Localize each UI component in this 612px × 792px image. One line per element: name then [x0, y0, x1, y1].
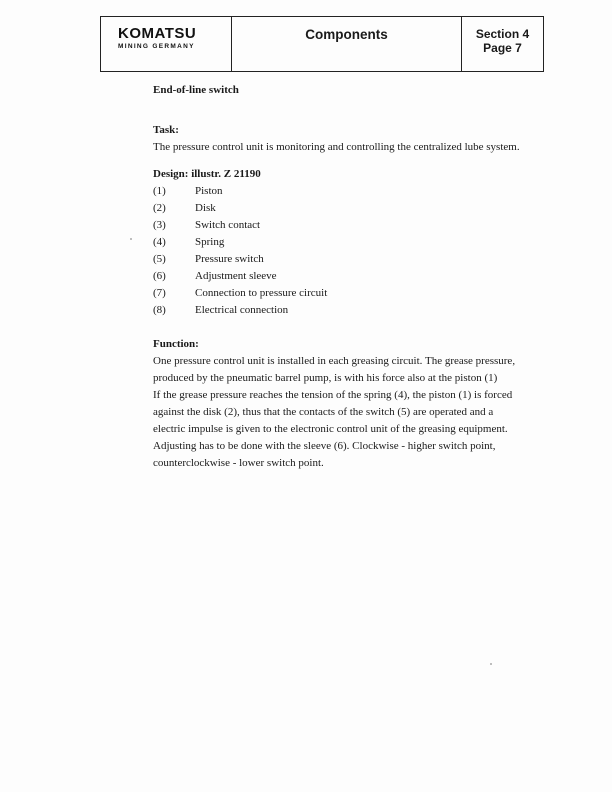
list-item: [153, 200, 523, 217]
brand-subtitle: MINING GERMANY: [118, 43, 195, 50]
logo: [101, 17, 232, 71]
page-title: End-of-line switch: [153, 84, 239, 96]
function-paragraph: Adjusting has to be done with the sleeve (6). Clockwise - higher switch point, counterclockwise - lower switch point.: [153, 440, 496, 469]
item-label: Switch contact: [195, 219, 261, 231]
header-title: Components: [232, 17, 462, 71]
item-number: (8): [153, 304, 166, 316]
item-label: Pressure switch: [195, 253, 264, 265]
design-heading: Design: illustr. Z 21190: [153, 168, 261, 180]
list-item: [153, 217, 523, 234]
item-number: (1): [153, 185, 166, 197]
item-number: (4): [153, 236, 166, 248]
parts-list: [153, 183, 523, 319]
scan-speck: [490, 663, 492, 665]
item-label: Electrical connection: [195, 304, 289, 316]
item-label: Adjustment sleeve: [195, 270, 277, 282]
brand-name: KOMATSU: [118, 25, 197, 42]
item-label: Piston: [195, 185, 223, 197]
item-number: (3): [153, 219, 166, 231]
function-paragraph: One pressure control unit is installed in each greasing circuit. The grease pressure, produced by the pneumatic barrel pump, is with his force also at the piston (1): [153, 355, 516, 384]
item-label: Spring: [195, 236, 225, 248]
list-item: [153, 251, 523, 268]
function-paragraph: If the grease pressure reaches the tension of the spring (4), the piston (1) is forced against the disk (2), thus that the contacts of the switch (5) are operated and a electric impulse is given to the electronic control unit of the greasing equipment.: [153, 389, 513, 435]
page-header: [100, 16, 544, 72]
item-label: Disk: [195, 202, 216, 214]
list-item: [153, 183, 523, 200]
task-text: The pressure control unit is monitoring and controlling the centralized lube system.: [153, 141, 520, 153]
function-heading: Function:: [153, 338, 199, 350]
item-label: Connection to pressure circuit: [195, 287, 328, 299]
section-info: [462, 17, 543, 71]
list-item: [153, 268, 523, 285]
item-number: (6): [153, 270, 166, 282]
item-number: (2): [153, 202, 166, 214]
item-number: (5): [153, 253, 166, 265]
list-item: [153, 302, 523, 319]
list-item: [153, 234, 523, 251]
item-number: (7): [153, 287, 166, 299]
section-label: Section 4: [475, 27, 530, 41]
page-number: Page 7: [483, 41, 522, 55]
document-body: [153, 82, 523, 472]
list-item: [153, 285, 523, 302]
task-heading: Task:: [153, 124, 179, 136]
scan-speck: [130, 238, 132, 240]
